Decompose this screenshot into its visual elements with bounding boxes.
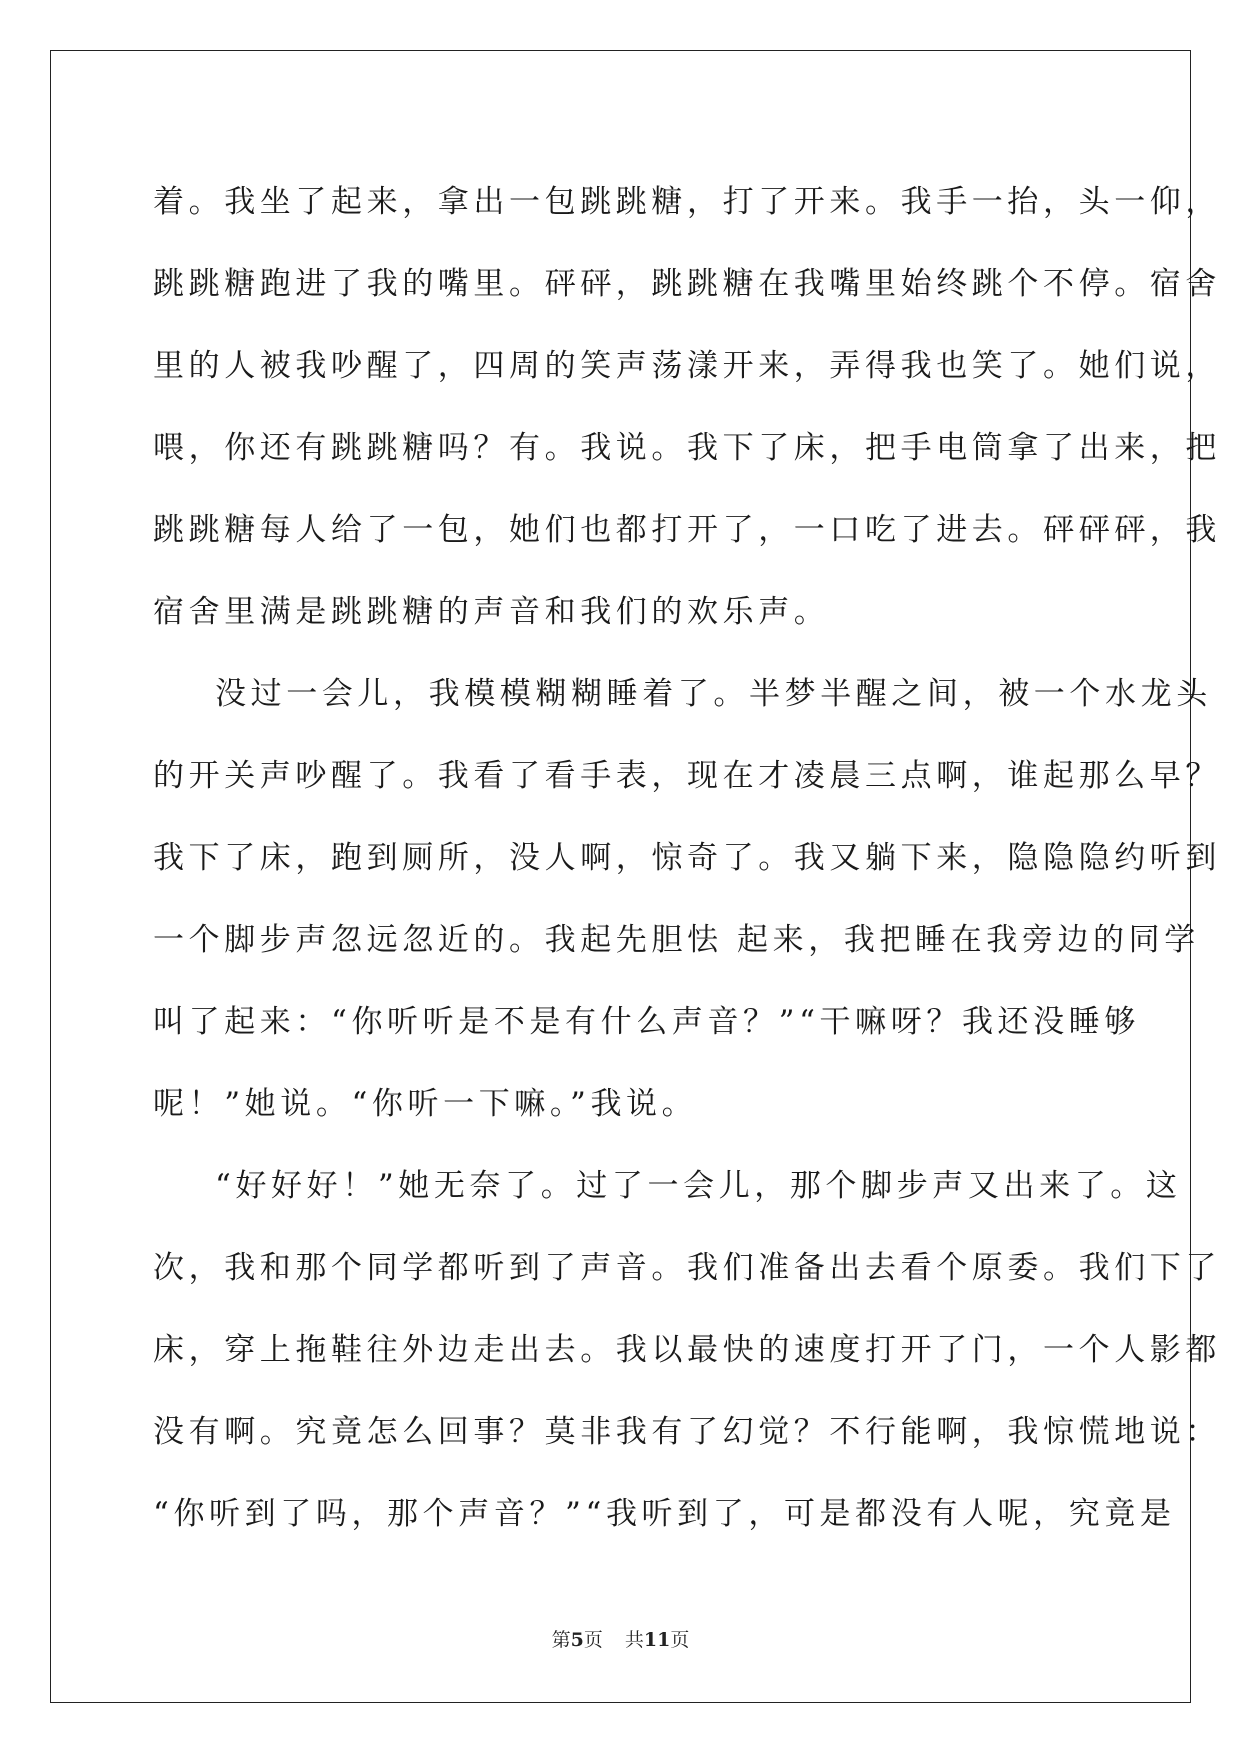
text-line: 没过一会儿，我模模糊糊睡着了。半梦半醒之间，被一个水龙头: [215, 676, 1212, 712]
text-line: 呢！”她说。“你听一下嘛。”我说。: [153, 1086, 698, 1122]
text-line: 跳跳糖每人给了一包，她们也都打开了，一口吃了进去。砰砰砰，我: [153, 512, 1221, 548]
text-line: 次，我和那个同学都听到了声音。我们准备出去看个原委。我们下了: [153, 1250, 1221, 1286]
total-suffix: 页: [670, 1629, 690, 1651]
text-line: 没有啊。究竟怎么回事？莫非我有了幻觉？不行能啊，我惊慌地说：: [153, 1414, 1221, 1450]
text-line: 我下了床，跑到厕所，没人啊，惊奇了。我又躺下来，隐隐隐约听到: [153, 840, 1221, 876]
page-number: 5: [570, 1629, 584, 1651]
text-line: “好好好！”她无奈了。过了一会儿，那个脚步声又出来了。这: [215, 1168, 1182, 1204]
body-text: [153, 161, 1221, 1555]
text-line: “你听到了吗，那个声音？”“我听到了，可是都没有人呢，究竟是: [153, 1496, 1176, 1532]
text-line: 的开关声吵醒了。我看了看手表，现在才凌晨三点啊，谁起那么早？: [153, 758, 1221, 794]
text-line: 叫了起来：“你听听是不是有什么声音？”“干嘛呀？我还没睡够: [153, 1004, 1140, 1040]
text-line: 跳跳糖跑进了我的嘴里。砰砰，跳跳糖在我嘴里始终跳个不停。宿舍: [153, 266, 1221, 302]
text-line: 床，穿上拖鞋往外边走出去。我以最快的速度打开了门，一个人影都: [153, 1332, 1221, 1368]
page-suffix: 页: [583, 1629, 603, 1651]
text-line: 一个脚步声忽远忽近的。我起先胆怯 起来，我把睡在我旁边的同学: [153, 922, 1200, 958]
text-line: 宿舍里满是跳跳糖的声音和我们的欢乐声。: [153, 594, 830, 630]
page-footer: [0, 1625, 1241, 1652]
text-line: 里的人被我吵醒了，四周的笑声荡漾开来，弄得我也笑了。她们说，: [153, 348, 1221, 384]
total-pages: 11: [643, 1629, 671, 1651]
total-prefix: 共: [624, 1629, 644, 1651]
text-line: 着。我坐了起来，拿出一包跳跳糖，打了开来。我手一抬，头一仰，: [153, 184, 1221, 220]
text-line: 喂，你还有跳跳糖吗？有。我说。我下了床，把手电筒拿了出来，把: [153, 430, 1221, 466]
page-prefix: 第: [551, 1629, 571, 1651]
